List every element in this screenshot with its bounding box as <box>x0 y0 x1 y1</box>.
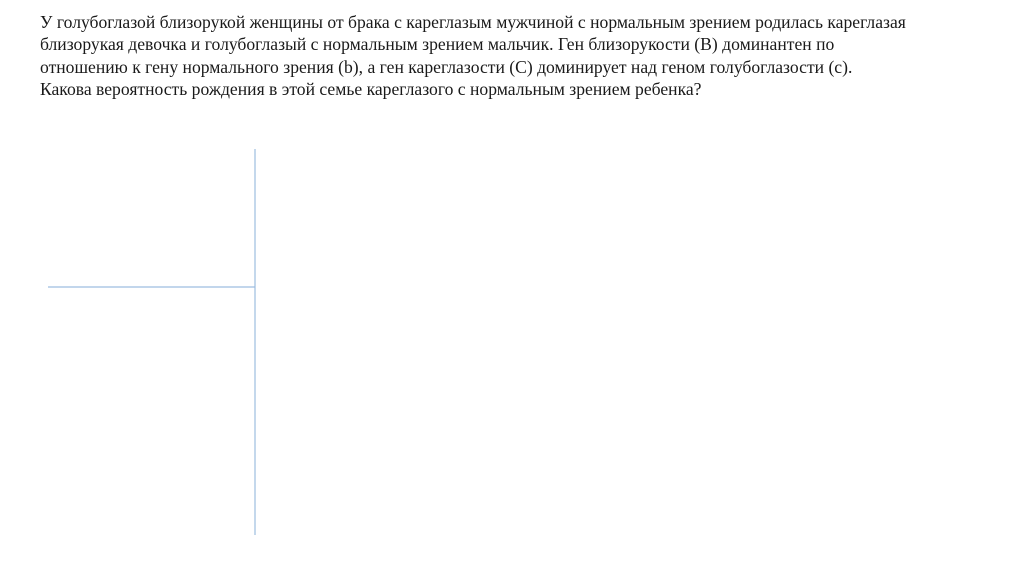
problem-statement: У голубоглазой близорукой женщины от брака с кареглазым мужчиной с нормальным зрением родилась кареглазая близорукая девочка и голубоглазый с нормальным зрением мальчик. Ген близорукости (В) доминантен по отношению к гену нормального зрения (b), а ген кареглазости (С) доминирует над геном голубоглазости (с). Какова вероятность рождения в этой семье кареглазого с нормальным зрением ребенка? <box>40 12 906 99</box>
